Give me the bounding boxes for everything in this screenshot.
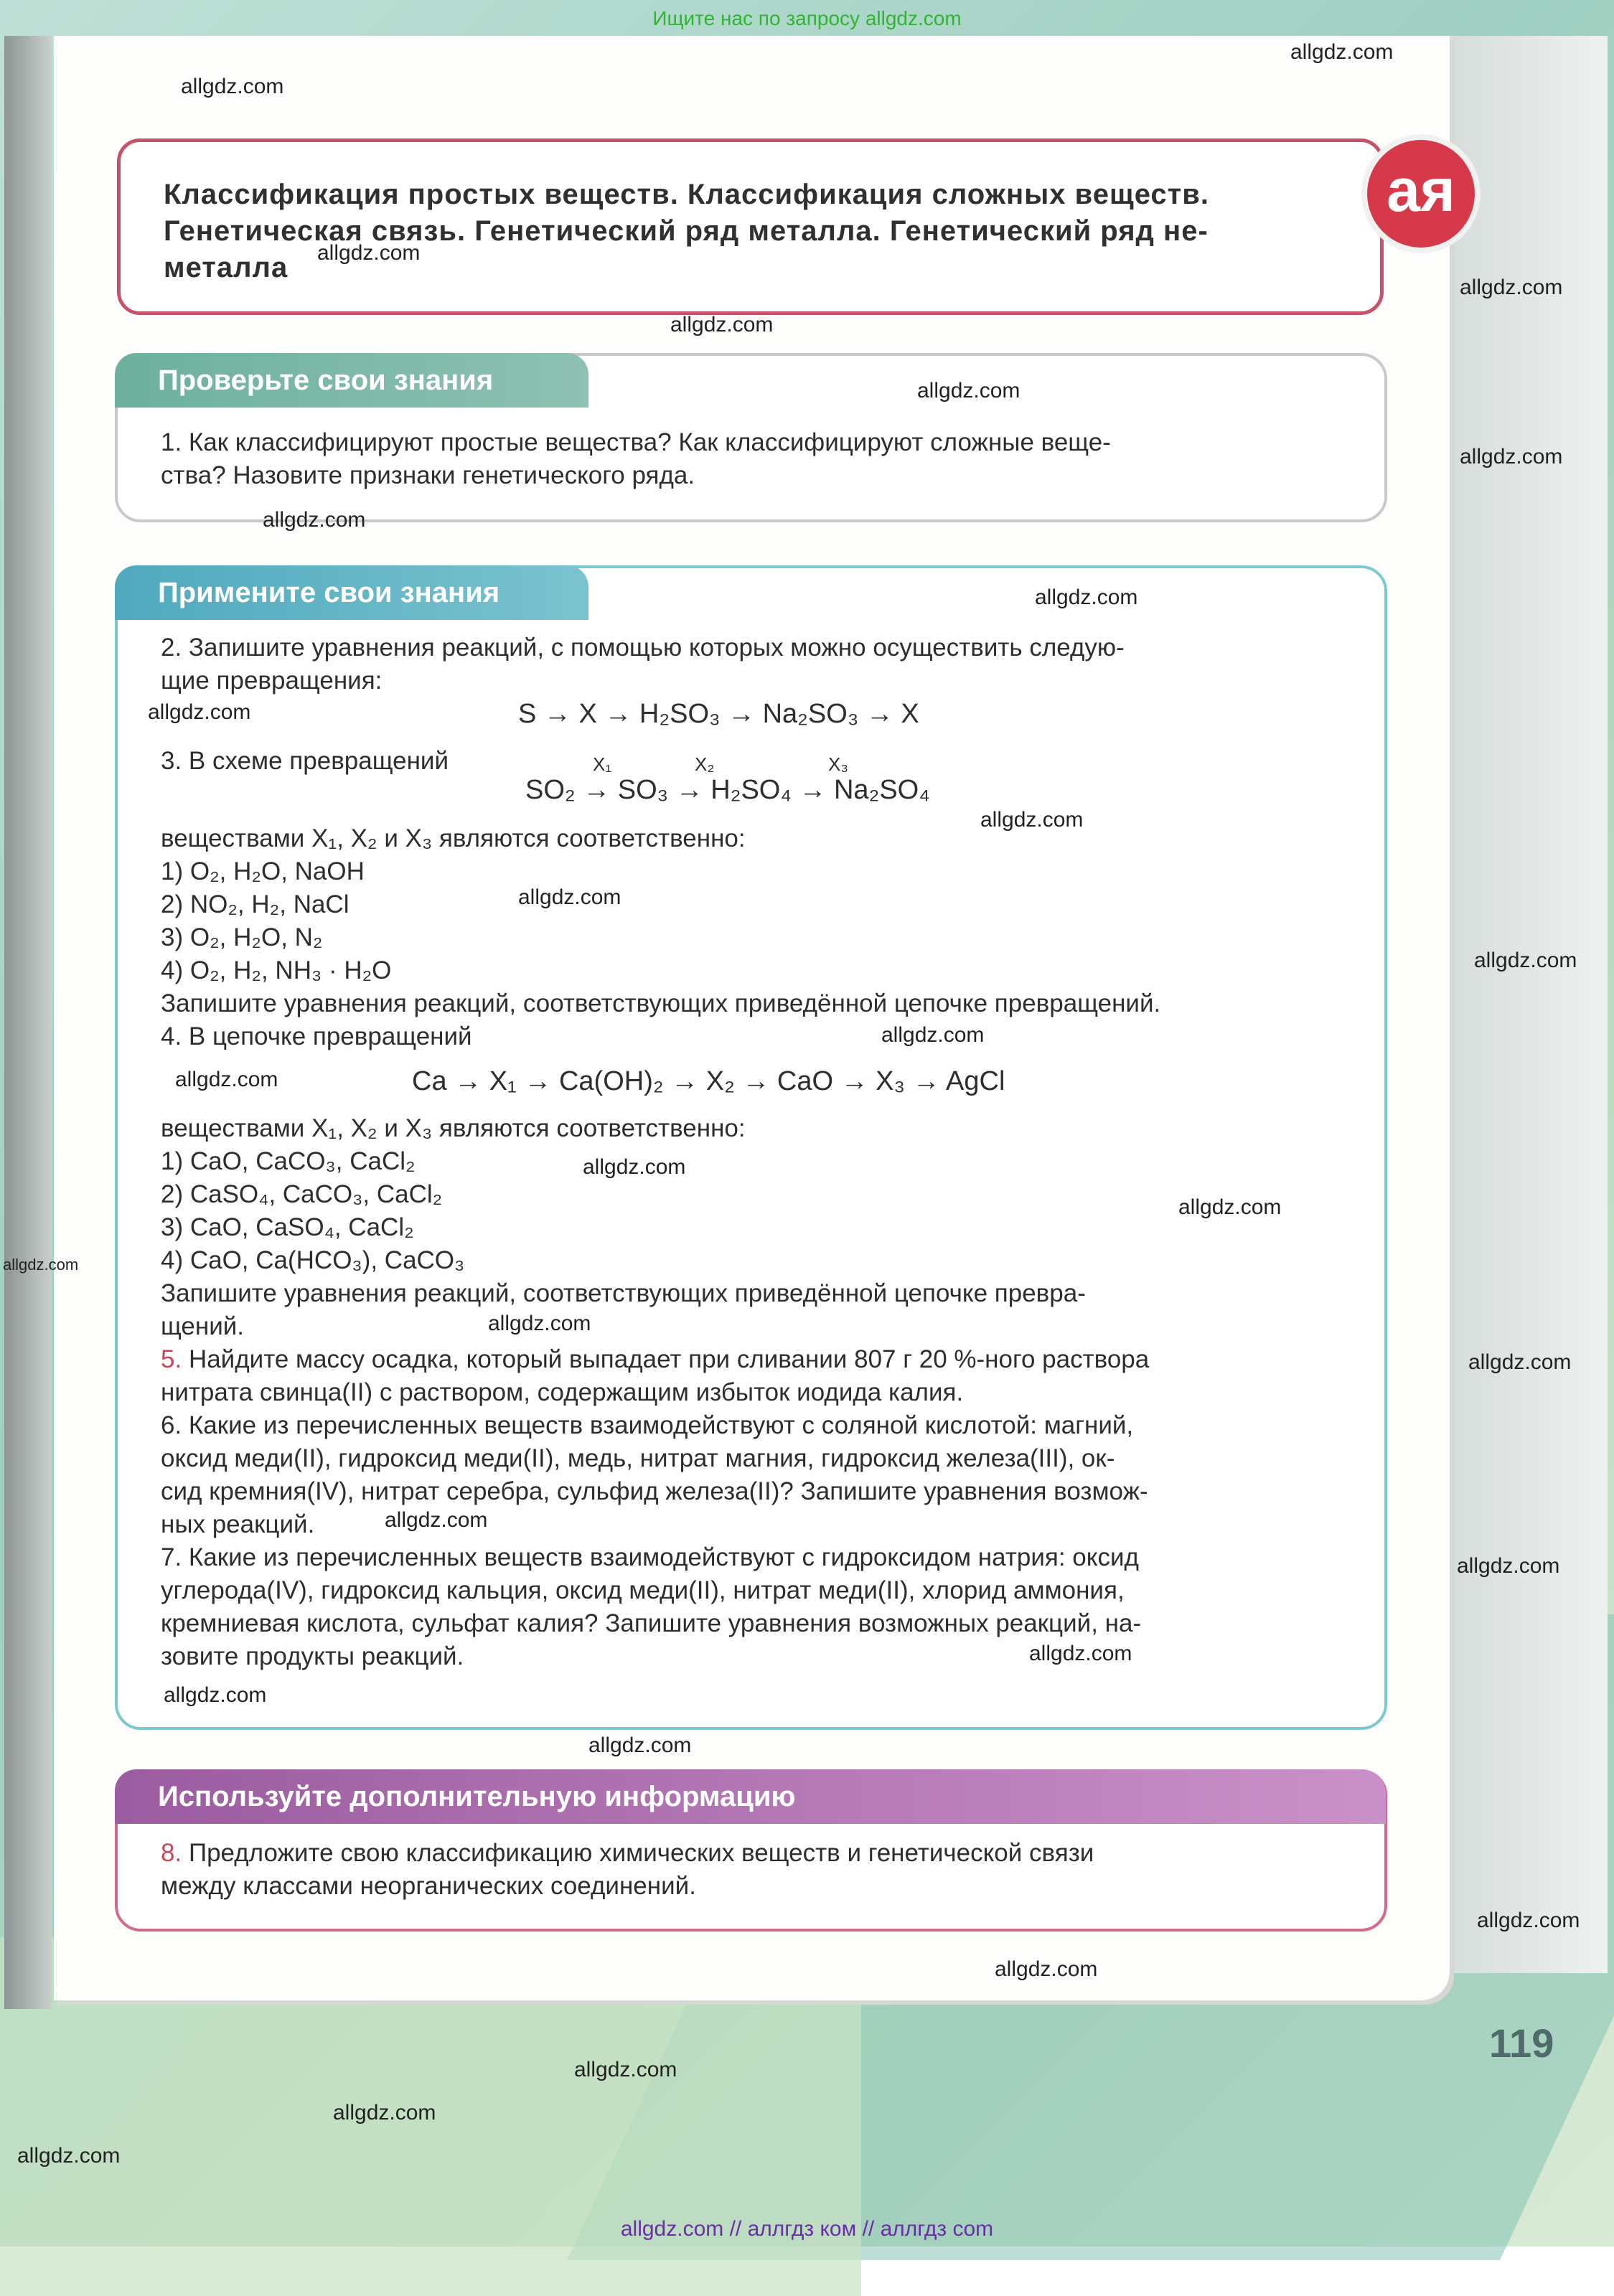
question-3-question: веществами X₁, X₂ и X₃ являются соответственно: [161,824,746,852]
question-3-chain: SO₂ → SO₃ → H₂SO₄ → Na₂SO₄ [525,775,930,805]
book-edge [1450,36,1608,1973]
watermark: allgdz.com [1290,40,1394,64]
question-5-line [161,1343,1149,1376]
watermark: allgdz.com [488,1312,591,1335]
question-4-chain: Ca → X₁ → Ca(OH)₂ → X₂ → CaO → X₃ → AgCl [412,1066,1005,1096]
check-knowledge-heading: Проверьте свои знания [115,353,588,408]
question-8-text: Предложите свою классификацию химических веществ и генетической связи [188,1839,1094,1867]
brand-logo: ая [1367,140,1475,248]
watermark: allgdz.com [1460,276,1563,299]
scheme-label-x1: X₁ [593,753,612,775]
question-4-option: 3) CaO, CaSO₄, CaCl₂ [161,1213,414,1241]
book-spine [4,36,52,2009]
watermark: allgdz.com [385,1508,488,1532]
watermark: allgdz.com [917,379,1021,403]
question-4-option: 1) CaO, CaCO₃, CaCl₂ [161,1147,416,1175]
question-6-line: 6. Какие из перечисленных веществ взаимодействуют с соляной кислотой: магний, [161,1411,1134,1439]
watermark: allgdz.com [583,1155,686,1179]
watermark: allgdz.com [317,241,421,265]
watermark: allgdz.com [175,1068,278,1091]
watermark: allgdz.com [1468,1350,1572,1374]
question-1-line: ства? Назовите признаки генетического ряда. [161,461,695,489]
topic-title-box [117,138,1384,315]
question-4-option: 4) CaO, Ca(HCO₃), CaCO₃ [161,1246,465,1274]
question-7-line: 7. Какие из перечисленных веществ взаимодействуют с гидроксидом натрия: оксид [161,1543,1139,1571]
watermark: allgdz.com [164,1683,267,1707]
title-line: Классификация простых веществ. Классификация сложных веществ. [164,179,1209,210]
question-8-line: между классами неорганических соединений. [161,1872,696,1900]
question-3-option: 1) O₂, H₂O, NaOH [161,857,365,885]
watermark: allgdz.com [518,885,621,909]
question-4-question: веществами X₁, X₂ и X₃ являются соответственно: [161,1114,746,1142]
watermark: allgdz.com [263,508,366,532]
question-2-chain: S → X → H₂SO₃ → Na₂SO₃ → X [518,699,919,729]
watermark: allgdz.com [3,1256,79,1274]
question-3-option: 3) O₂, H₂O, N₂ [161,923,323,951]
topic-title [164,177,1355,286]
watermark: allgdz.com [1477,1909,1580,1932]
question-6-line: ных реакций. [161,1510,315,1538]
question-4-intro: 4. В цепочке превращений [161,1022,472,1050]
question-3-option: 2) NO₂, H₂, NaCl [161,890,349,918]
watermark: allgdz.com [1029,1642,1132,1665]
watermark: allgdz.com [17,2144,121,2168]
title-line: Генетическая связь. Генетический ряд металла. Генетический ряд не- [164,215,1209,247]
question-4-task: Запишите уравнения реакций, соответствующих приведённой цепочке превра- [161,1279,1086,1307]
question-2-line: щие превращения: [161,667,383,695]
bottom-banner[interactable]: allgdz.com // аллгдз ком // аллгдз com [620,2217,994,2241]
question-5-line: нитрата свинца(II) с раствором, содержащим избыток иодида калия. [161,1378,964,1406]
question-1-line: 1. Как классифицируют простые вещества? Как классифицируют сложные веще- [161,428,1111,456]
question-8-line [161,1837,1094,1870]
top-banner[interactable]: Ищите нас по запросу allgdz.com [652,7,962,29]
watermark: allgdz.com [980,808,1084,832]
watermark: allgdz.com [148,700,251,724]
question-3-option: 4) O₂, H₂, NH₃ · H₂O [161,956,392,984]
title-line: металла [164,252,288,283]
watermark: allgdz.com [1035,585,1138,609]
page-number: 119 [1489,2020,1554,2066]
question-6-line: сид кремния(IV), нитрат серебра, сульфид железа(II)? Запишите уравнения возмож- [161,1477,1148,1505]
watermark: allgdz.com [574,2058,677,2081]
question-2-line: 2. Запишите уравнения реакций, с помощью которых можно осуществить следую- [161,634,1125,662]
watermark: allgdz.com [588,1733,692,1757]
question-3-intro: 3. В схеме превращений [161,747,449,775]
question-5-number: 5. [161,1345,182,1373]
watermark: allgdz.com [181,75,284,98]
watermark: allgdz.com [995,1957,1098,1981]
question-7-line: зовите продукты реакций. [161,1642,464,1670]
question-3-task: Запишите уравнения реакций, соответствующих приведённой цепочке превращений. [161,989,1161,1017]
question-4-option: 2) CaSO₄, CaCO₃, CaCl₂ [161,1180,443,1208]
question-5-text: Найдите массу осадка, который выпадает при сливании 807 г 20 %-ного раствора [188,1345,1150,1373]
watermark: allgdz.com [1457,1554,1560,1578]
watermark: allgdz.com [333,2101,436,2125]
question-6-line: оксид меди(II), гидроксид меди(II), медь, нитрат магния, гидроксид железа(III), ок- [161,1444,1115,1472]
question-7-line: углерода(IV), гидроксид кальция, оксид меди(II), нитрат меди(II), хлорид аммония, [161,1576,1125,1604]
watermark: allgdz.com [670,313,774,337]
scheme-label-x2: X₂ [695,753,715,775]
watermark: allgdz.com [1460,445,1563,469]
scheme-label-x3: X₃ [828,753,848,775]
question-8-number: 8. [161,1839,182,1867]
additional-info-heading: Используйте дополнительную информацию [115,1769,1386,1824]
question-7-line: кремниевая кислота, сульфат калия? Запишите уравнения возможных реакций, на- [161,1609,1142,1637]
watermark: allgdz.com [881,1023,985,1047]
watermark: allgdz.com [1178,1195,1282,1219]
question-4-task: щений. [161,1312,245,1340]
apply-knowledge-heading: Примените свои знания [115,565,588,620]
watermark: allgdz.com [1474,949,1577,972]
